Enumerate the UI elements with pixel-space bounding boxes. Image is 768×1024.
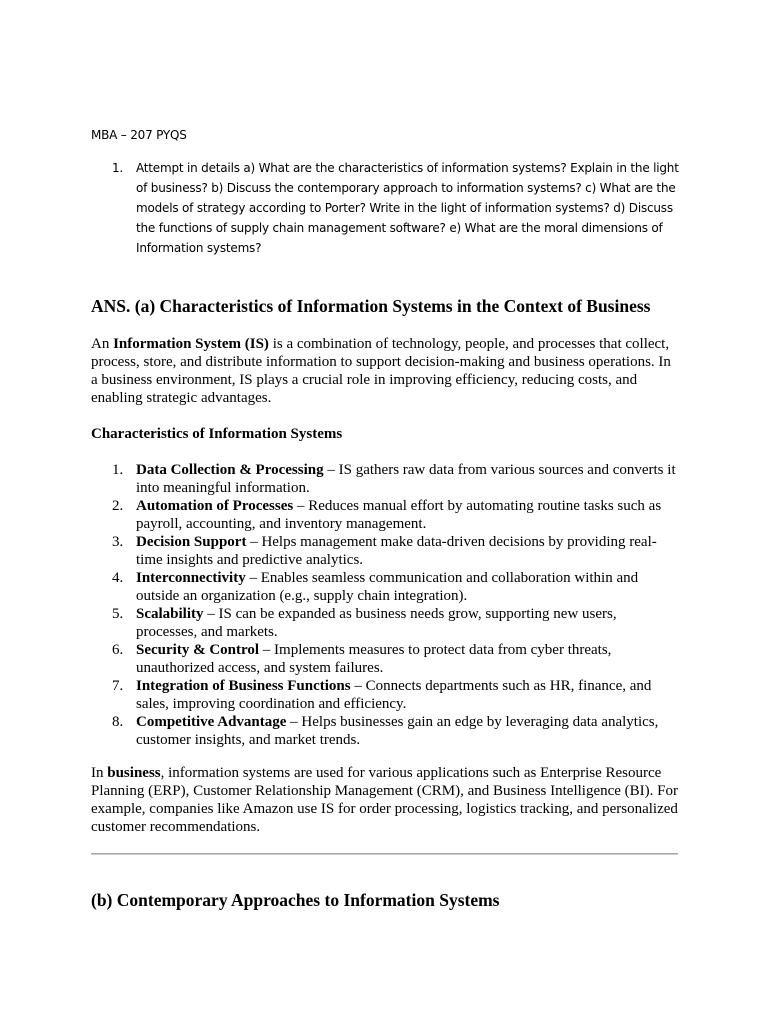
list-item [91,713,681,749]
list-item-term: Data Collection & Processing [136,462,324,478]
list-item [91,461,681,497]
intro-rest: is a combination of technology, people, and processes that collect, process, store, and distribute information to support decision-making and business operations. In a business environment, IS plays a crucial role in improving efficiency, reducing costs, and enabling strategic advantages. [91,336,671,406]
horizontal-divider [91,853,678,855]
list-item-number: 1. [112,462,124,478]
list-item [91,497,681,533]
list-item [91,605,681,641]
intro-lead: An [91,336,114,352]
business-paragraph [91,764,681,836]
business-lead: In [91,765,108,781]
list-item [91,569,681,605]
list-item-number: 7. [112,678,124,694]
characteristics-heading: Characteristics of Information Systems [91,426,343,442]
list-item-desc: – Helps businesses gain an edge by leveraging data analytics, customer insights, and market trends. [136,714,659,748]
answer-heading: ANS. (a) Characteristics of Information Systems in the Context of Business [91,296,651,316]
list-item-number: 5. [112,606,124,622]
list-item [91,641,681,677]
intro-term: Information System (IS) [113,336,269,352]
intro-paragraph [91,335,681,407]
list-item-term: Security & Control [136,642,260,658]
list-item-term: Automation of Processes [136,498,294,514]
characteristics-list [91,461,681,749]
document-title: MBA – 207 PYQS [91,128,187,142]
list-item [91,677,681,713]
question-item [91,158,679,258]
list-item-desc: – Connects departments such as HR, finance, and sales, improving coordination and efficiency. [136,678,652,712]
list-item [91,533,681,569]
list-item-term: Decision Support [136,534,247,550]
question-list [91,158,679,258]
list-item-number: 2. [112,498,124,514]
question-number: 1. [112,161,124,175]
list-item-number: 4. [112,570,124,586]
list-item-desc: – IS can be expanded as business needs grow, supporting new users, processes, and markets. [136,606,617,640]
list-item-term: Competitive Advantage [136,714,287,730]
list-item-desc: – Enables seamless communication and collaboration within and outside an organization (e.g., supply chain integration). [136,570,639,604]
list-item-desc: – Implements measures to protect data from cyber threats, unauthorized access, and system failures. [136,642,612,676]
list-item-desc: – Helps management make data-driven decisions by providing real-time insights and predictive analytics. [136,534,657,568]
section-b-heading: (b) Contemporary Approaches to Information Systems [91,890,500,910]
list-item-number: 6. [112,642,124,658]
business-term: business [107,765,161,781]
list-item-term: Interconnectivity [136,570,246,586]
question-text: Attempt in details a) What are the characteristics of information systems? Explain in the light of business? b) Discuss the contemporary approach to information systems? c) What are the models of strategy according to Porter? Write in the light of information systems? d) Discuss the functions of supply chain management software? e) What are the moral dimensions of Information systems? [136,161,679,255]
list-item-term: Integration of Business Functions [136,678,351,694]
list-item-number: 8. [112,714,124,730]
list-item-term: Scalability [136,606,204,622]
business-rest: , information systems are used for various applications such as Enterprise Resource Planning (ERP), Customer Relationship Management (CRM), and Business Intelligence (BI). For example, companies like Amazon use IS for order processing, logistics tracking, and personalized customer recommendations. [91,765,679,835]
list-item-desc: – Reduces manual effort by automating routine tasks such as payroll, accounting, and inventory management. [136,498,662,532]
list-item-desc: – IS gathers raw data from various sources and converts it into meaningful information. [136,462,676,496]
list-item-number: 3. [112,534,124,550]
